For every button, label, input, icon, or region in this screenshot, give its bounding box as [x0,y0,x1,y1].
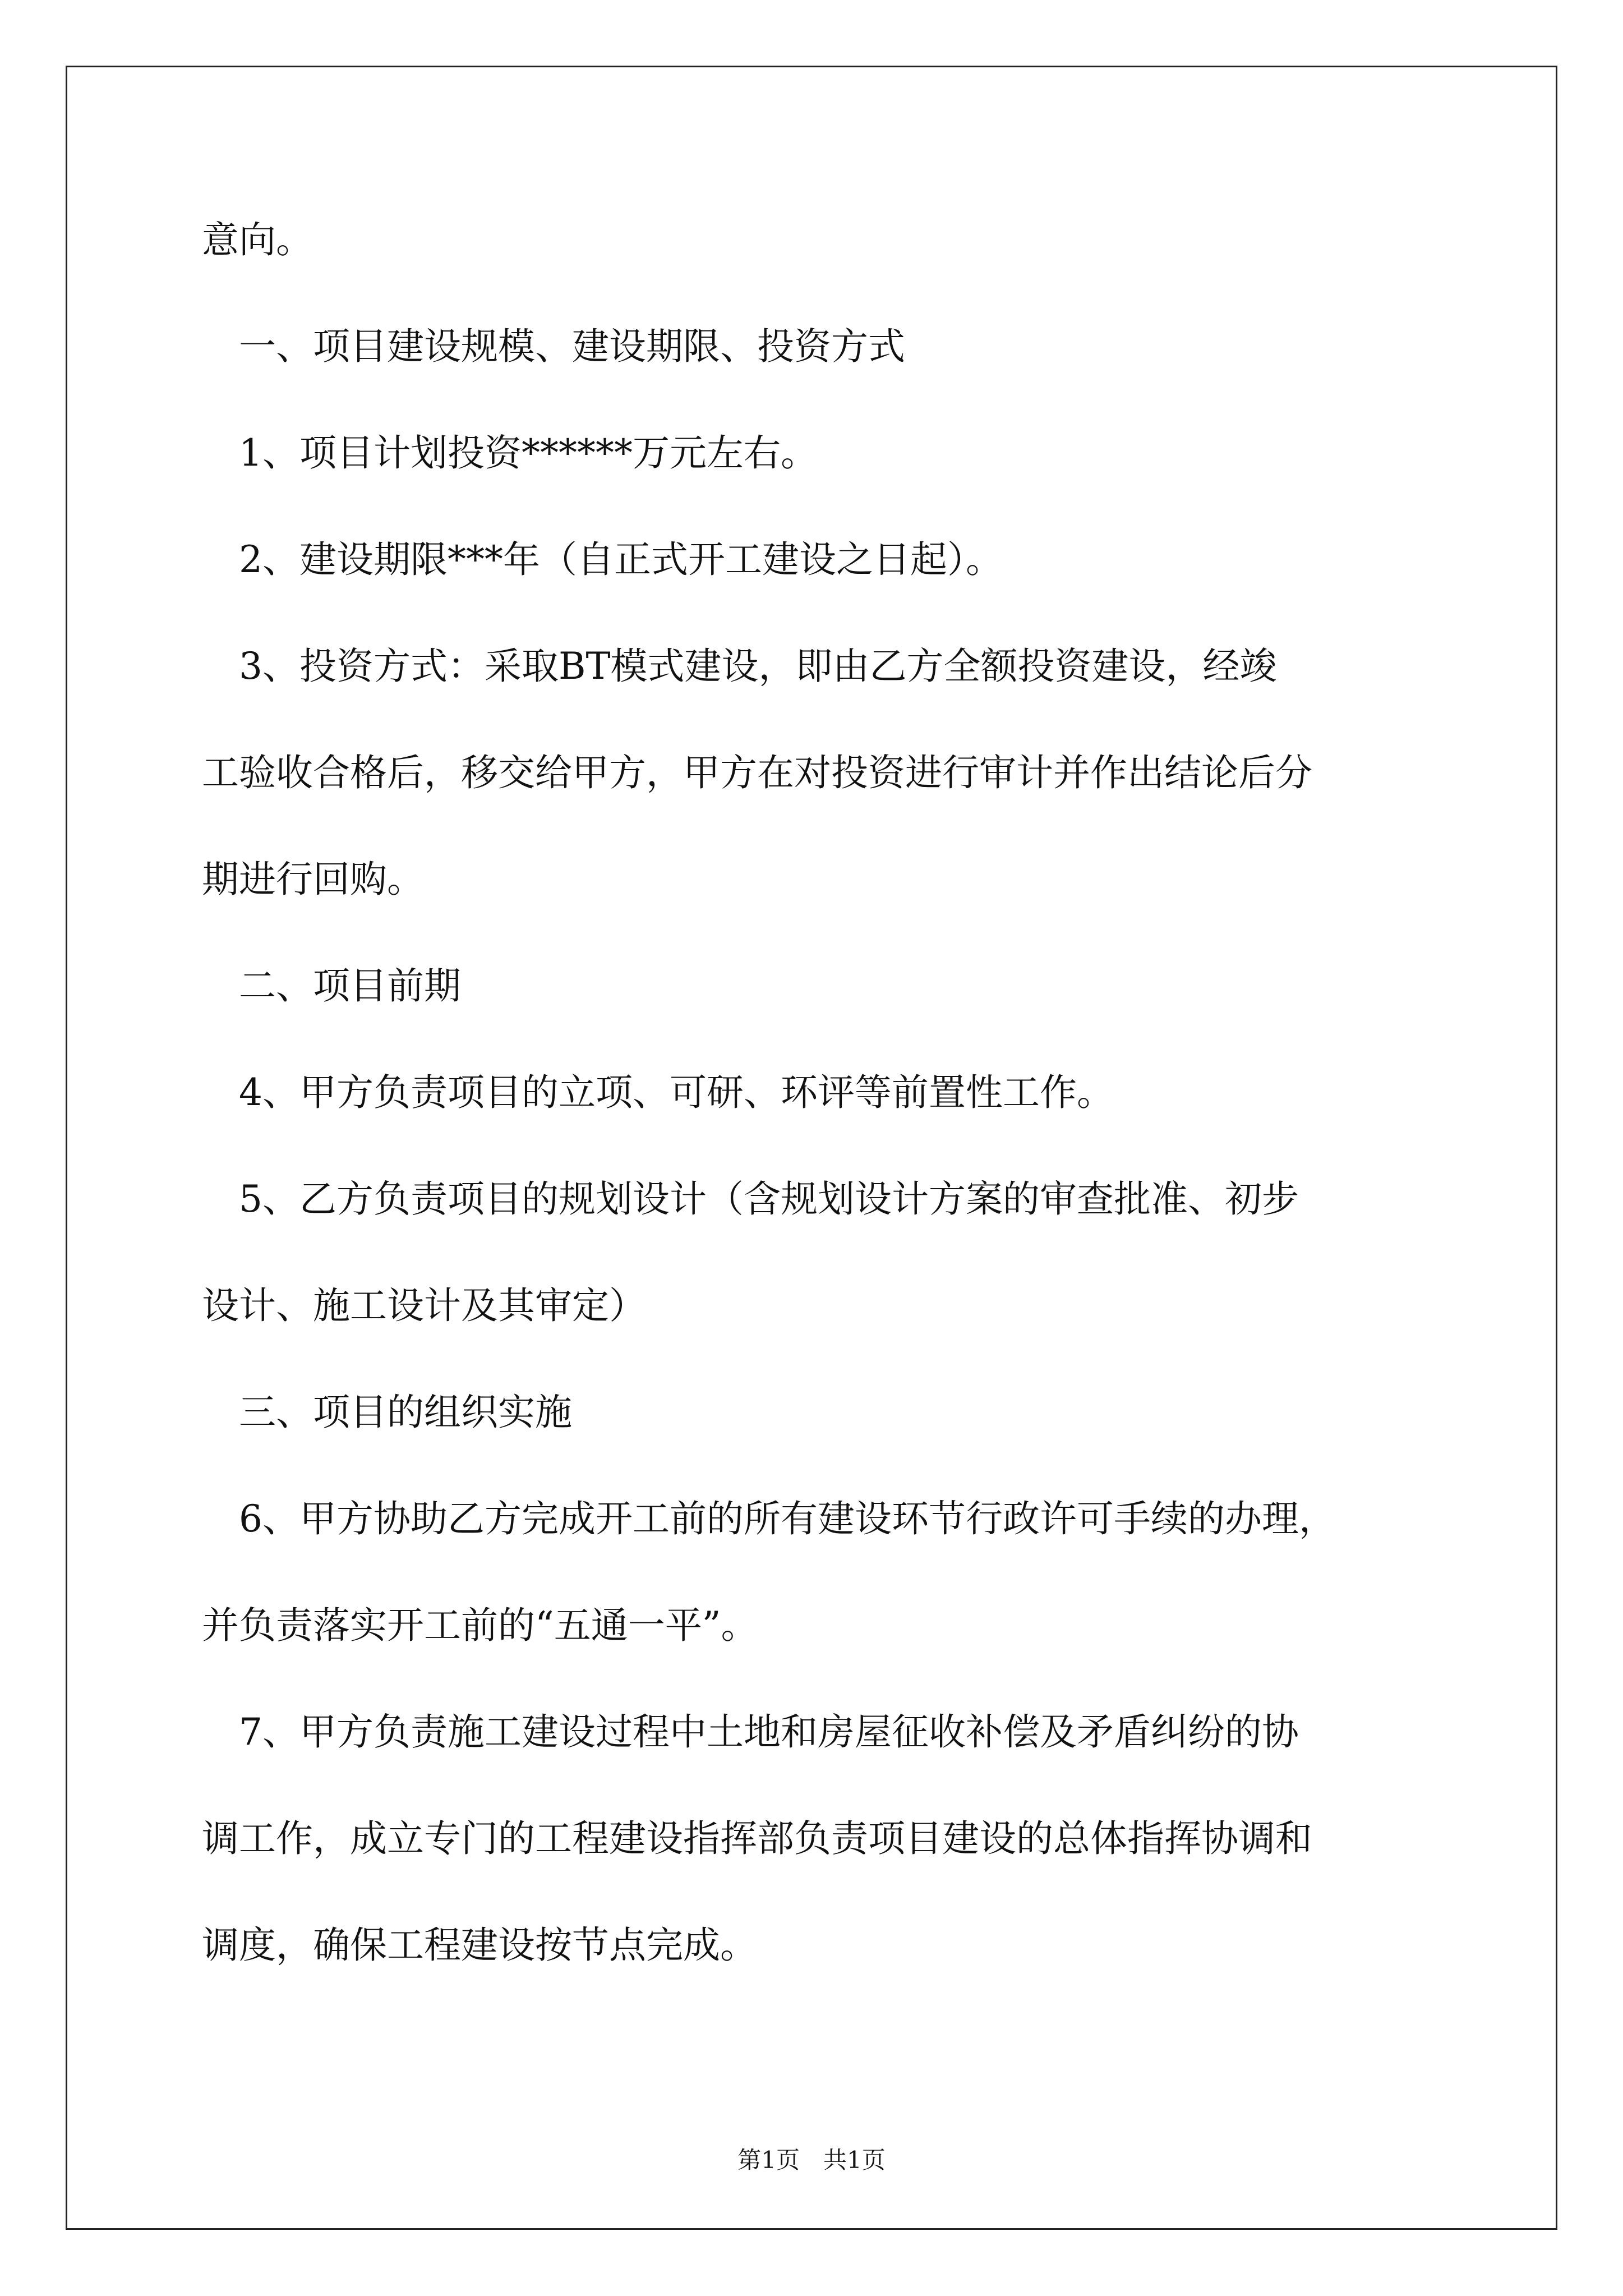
text-line: 期进行回购。 [202,858,424,901]
text-line: 调工作，成立专门的工程建设指挥部负责项目建设的总体指挥协调和 [202,1817,1312,1860]
section-heading: 二、项目前期 [202,964,461,1007]
page-number-footer: 第1页 共1页 [737,2146,886,2174]
text-line: 工验收合格后，移交给甲方，甲方在对投资进行审计并作出结论后分 [202,751,1312,794]
text-line: 6、甲方协助乙方完成开工前的所有建设环节行政许可手续的办理， [202,1497,1336,1540]
text-line: 1、项目计划投资******万元左右。 [202,431,818,475]
section-heading: 三、项目的组织实施 [202,1391,572,1434]
text-line: 4、甲方负责项目的立项、可研、环评等前置性工作。 [202,1071,1114,1114]
text-line: 设计、施工设计及其审定） [202,1284,646,1327]
text-line: 意向。 [202,218,313,261]
text-line: 3、投资方式：采取BT模式建设，即由乙方全额投资建设，经竣 [202,645,1277,688]
text-line: 7、甲方负责施工建设过程中土地和房屋征收补偿及矛盾纠纷的协 [202,1710,1299,1754]
text-line: 并负责落实开工前的“五通一平”。 [202,1604,758,1647]
section-heading: 一、项目建设规模、建设期限、投资方式 [202,325,905,368]
text-line: 5、乙方负责项目的规划设计（含规划设计方案的审查批准、初步 [202,1177,1299,1221]
document-body [202,218,1436,2033]
text-line: 2、建设期限***年（自正式开工建设之日起）。 [202,538,1003,581]
text-line: 调度，确保工程建设按节点完成。 [202,1924,757,1967]
